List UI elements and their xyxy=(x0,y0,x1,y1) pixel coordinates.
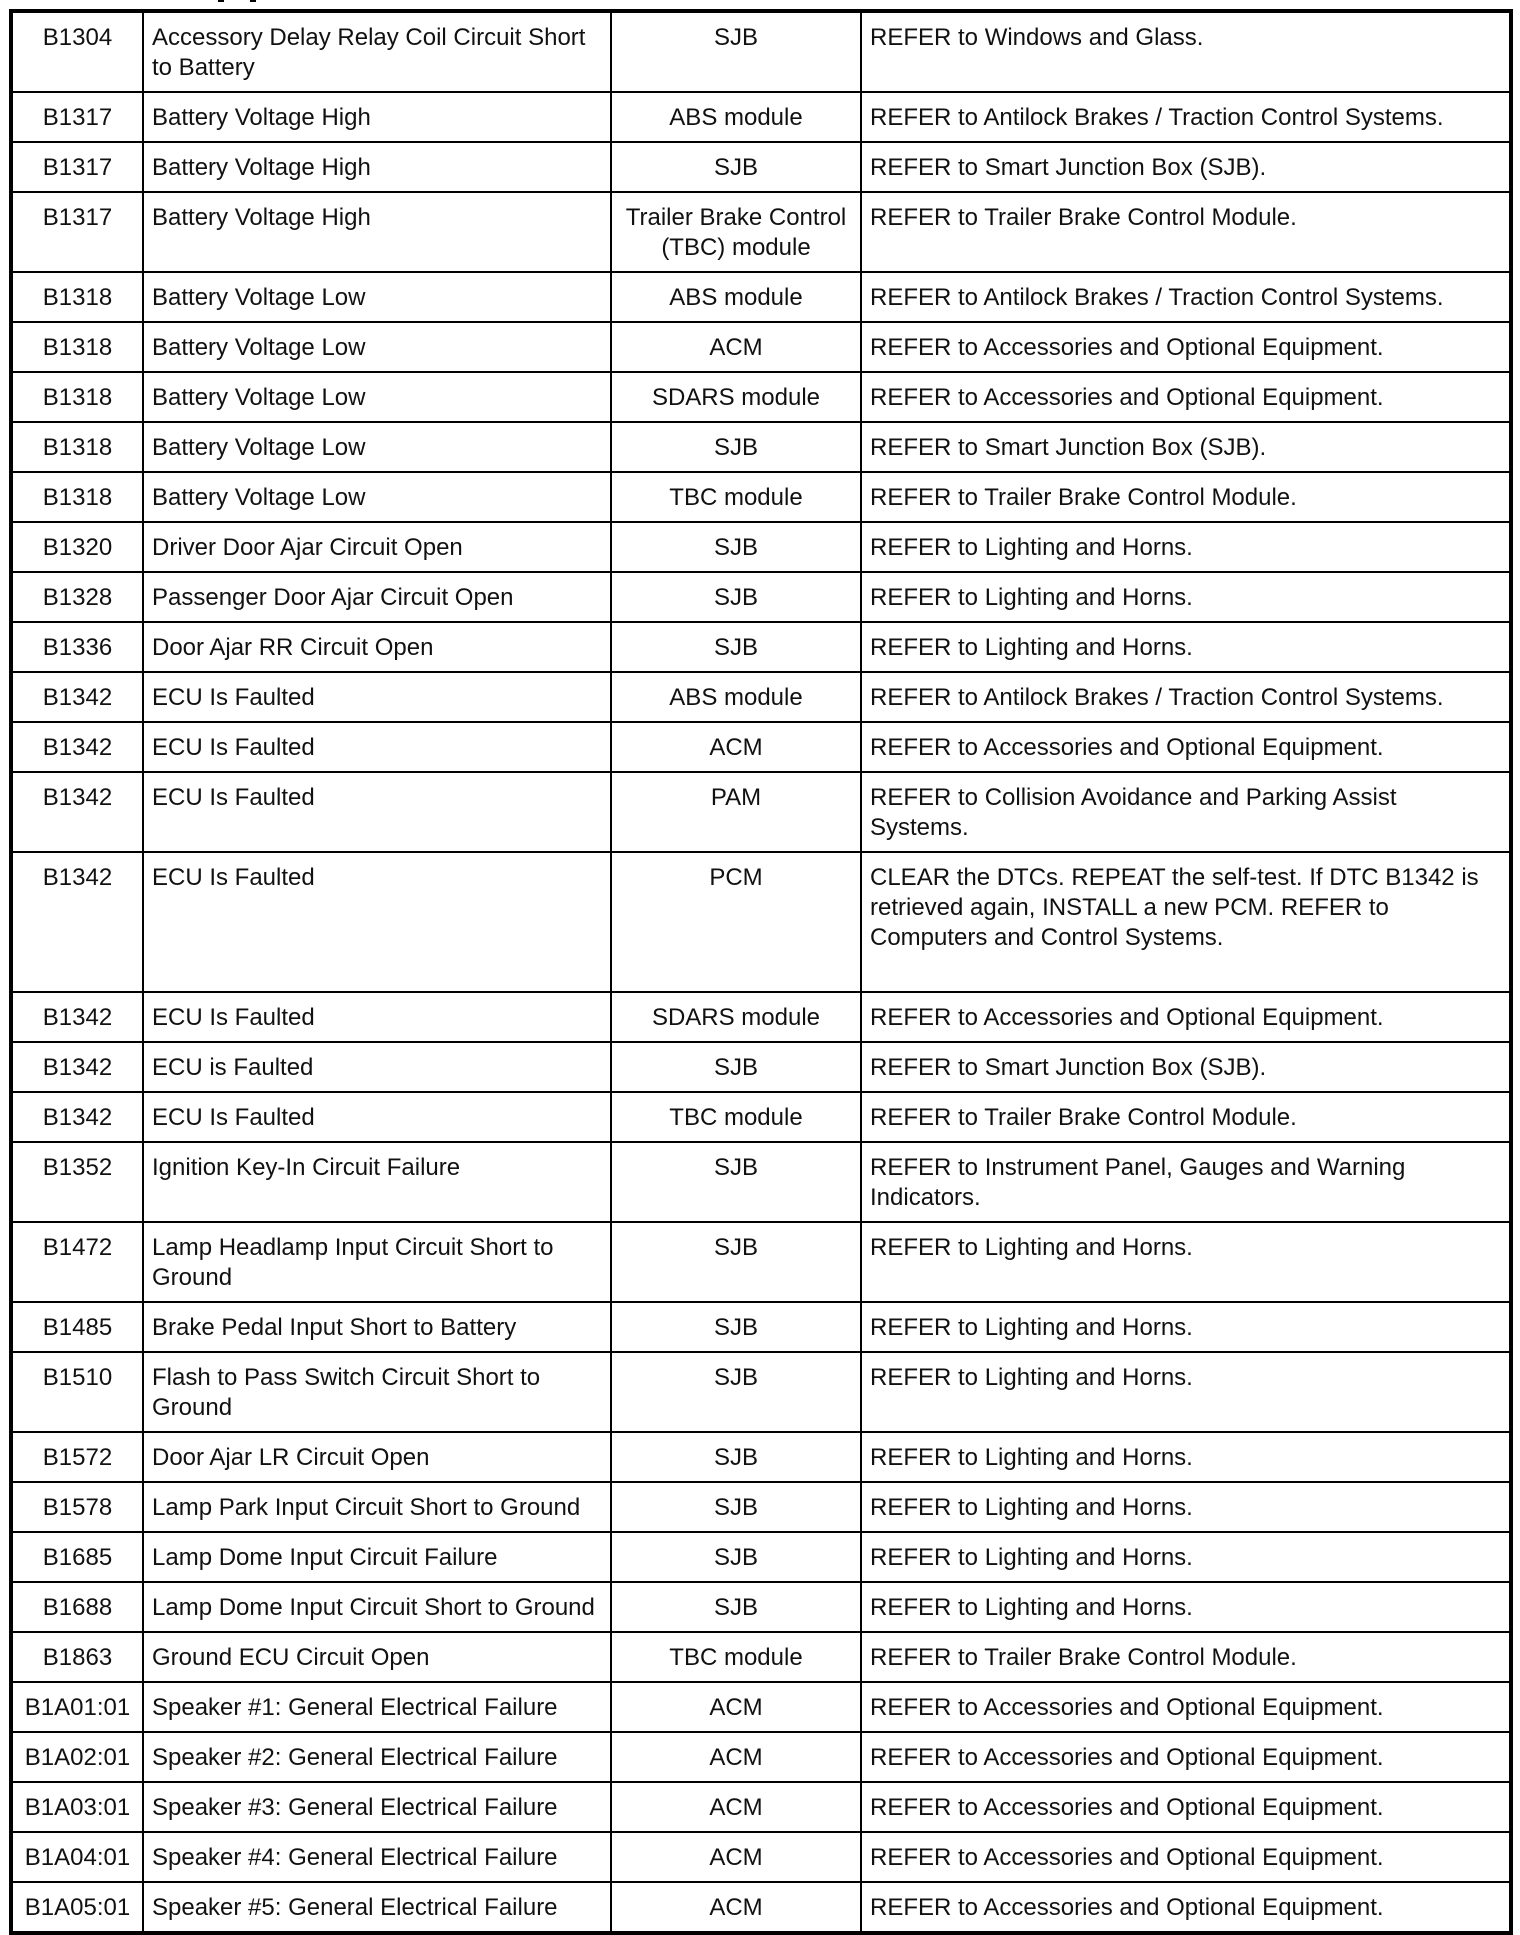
table-row xyxy=(11,1732,1511,1782)
dtc-code: B1352 xyxy=(11,1142,143,1222)
table-row xyxy=(11,1682,1511,1732)
table-row xyxy=(11,722,1511,772)
table-row xyxy=(11,1632,1511,1682)
dtc-action: REFER to Smart Junction Box (SJB). xyxy=(861,1042,1511,1092)
dtc-code: B1A04:01 xyxy=(11,1832,143,1882)
dtc-module: SJB xyxy=(611,622,861,672)
dtc-code: B1472 xyxy=(11,1222,143,1302)
dtc-code: B1318 xyxy=(11,322,143,372)
dtc-module: SJB xyxy=(611,572,861,622)
dtc-table-body xyxy=(11,11,1511,1933)
dtc-code: B1342 xyxy=(11,722,143,772)
dtc-code: B1342 xyxy=(11,1092,143,1142)
dtc-module: ABS module xyxy=(611,92,861,142)
dtc-module: ACM xyxy=(611,1832,861,1882)
dtc-description: ECU Is Faulted xyxy=(143,672,611,722)
table-row xyxy=(11,472,1511,522)
dtc-description: Battery Voltage Low xyxy=(143,472,611,522)
dtc-module: ACM xyxy=(611,1682,861,1732)
table-row xyxy=(11,852,1511,992)
dtc-action: REFER to Antilock Brakes / Traction Control Systems. xyxy=(861,92,1511,142)
dtc-module: ACM xyxy=(611,722,861,772)
table-row xyxy=(11,1882,1511,1933)
dtc-action: REFER to Accessories and Optional Equipment. xyxy=(861,1832,1511,1882)
table-row xyxy=(11,1582,1511,1632)
dtc-module: SJB xyxy=(611,1532,861,1582)
dtc-code: B1317 xyxy=(11,92,143,142)
dtc-module: SJB xyxy=(611,1302,861,1352)
table-row xyxy=(11,622,1511,672)
table-row xyxy=(11,572,1511,622)
dtc-description: Passenger Door Ajar Circuit Open xyxy=(143,572,611,622)
table-row xyxy=(11,1142,1511,1222)
dtc-action: REFER to Trailer Brake Control Module. xyxy=(861,192,1511,272)
dtc-action: REFER to Lighting and Horns. xyxy=(861,622,1511,672)
dtc-module: ABS module xyxy=(611,272,861,322)
dtc-code: B1688 xyxy=(11,1582,143,1632)
dtc-module: PCM xyxy=(611,852,861,992)
dtc-description: Speaker #5: General Electrical Failure xyxy=(143,1882,611,1933)
dtc-description: Flash to Pass Switch Circuit Short to Ground xyxy=(143,1352,611,1432)
dtc-description: Speaker #2: General Electrical Failure xyxy=(143,1732,611,1782)
dtc-action: REFER to Lighting and Horns. xyxy=(861,522,1511,572)
dtc-description: Speaker #4: General Electrical Failure xyxy=(143,1832,611,1882)
dtc-module: SJB xyxy=(611,1432,861,1482)
table-row xyxy=(11,92,1511,142)
dtc-action: REFER to Accessories and Optional Equipment. xyxy=(861,992,1511,1042)
table-row xyxy=(11,1482,1511,1532)
dtc-code: B1318 xyxy=(11,472,143,522)
dtc-module: ACM xyxy=(611,1732,861,1782)
dtc-code: B1A01:01 xyxy=(11,1682,143,1732)
dtc-code: B1A02:01 xyxy=(11,1732,143,1782)
table-row xyxy=(11,142,1511,192)
dtc-table xyxy=(9,9,1513,1935)
dtc-description: Door Ajar RR Circuit Open xyxy=(143,622,611,672)
dtc-action: REFER to Lighting and Horns. xyxy=(861,1432,1511,1482)
dtc-module: SJB xyxy=(611,1042,861,1092)
dtc-action: REFER to Accessories and Optional Equipment. xyxy=(861,1882,1511,1933)
table-row xyxy=(11,1782,1511,1832)
dtc-module: TBC module xyxy=(611,1632,861,1682)
dtc-description: ECU is Faulted xyxy=(143,1042,611,1092)
dtc-code: B1318 xyxy=(11,272,143,322)
dtc-description: ECU Is Faulted xyxy=(143,852,611,992)
dtc-description: Battery Voltage Low xyxy=(143,322,611,372)
dtc-description: Battery Voltage Low xyxy=(143,372,611,422)
dtc-description: ECU Is Faulted xyxy=(143,992,611,1042)
dtc-description: Speaker #1: General Electrical Failure xyxy=(143,1682,611,1732)
dtc-description: Accessory Delay Relay Coil Circuit Short to Battery xyxy=(143,11,611,92)
table-row xyxy=(11,11,1511,92)
dtc-action: REFER to Lighting and Horns. xyxy=(861,1302,1511,1352)
dtc-module: SJB xyxy=(611,1582,861,1632)
dtc-code: B1336 xyxy=(11,622,143,672)
dtc-module: ACM xyxy=(611,1882,861,1933)
dtc-module: ACM xyxy=(611,1782,861,1832)
dtc-code: B1320 xyxy=(11,522,143,572)
dtc-action: REFER to Trailer Brake Control Module. xyxy=(861,1632,1511,1682)
dtc-code: B1A05:01 xyxy=(11,1882,143,1933)
dtc-code: B1317 xyxy=(11,142,143,192)
dtc-action: REFER to Lighting and Horns. xyxy=(861,572,1511,622)
dtc-action: CLEAR the DTCs. REPEAT the self-test. If DTC B1342 is retrieved again, INSTALL a new PCM. REFER to Computers and Control Systems. xyxy=(861,852,1511,992)
dtc-action: REFER to Windows and Glass. xyxy=(861,11,1511,92)
dtc-description: Door Ajar LR Circuit Open xyxy=(143,1432,611,1482)
dtc-description: Ground ECU Circuit Open xyxy=(143,1632,611,1682)
dtc-action: REFER to Lighting and Horns. xyxy=(861,1352,1511,1432)
dtc-description: Battery Voltage High xyxy=(143,142,611,192)
table-row xyxy=(11,992,1511,1042)
dtc-description: Battery Voltage High xyxy=(143,92,611,142)
table-row xyxy=(11,1302,1511,1352)
dtc-action: REFER to Lighting and Horns. xyxy=(861,1582,1511,1632)
dtc-description: Brake Pedal Input Short to Battery xyxy=(143,1302,611,1352)
dtc-module: SDARS module xyxy=(611,992,861,1042)
table-row xyxy=(11,1222,1511,1302)
table-row xyxy=(11,772,1511,852)
table-row xyxy=(11,1432,1511,1482)
dtc-description: Driver Door Ajar Circuit Open xyxy=(143,522,611,572)
dtc-module: SJB xyxy=(611,1482,861,1532)
dtc-action: REFER to Accessories and Optional Equipment. xyxy=(861,722,1511,772)
dtc-code: B1342 xyxy=(11,992,143,1042)
dtc-code: B1685 xyxy=(11,1532,143,1582)
dtc-code: B1863 xyxy=(11,1632,143,1682)
table-row xyxy=(11,322,1511,372)
dtc-module: ABS module xyxy=(611,672,861,722)
dtc-description: Battery Voltage Low xyxy=(143,422,611,472)
dtc-action: REFER to Instrument Panel, Gauges and Warning Indicators. xyxy=(861,1142,1511,1222)
dtc-description: ECU Is Faulted xyxy=(143,1092,611,1142)
table-row xyxy=(11,192,1511,272)
dtc-description: Lamp Park Input Circuit Short to Ground xyxy=(143,1482,611,1532)
dtc-module: Trailer Brake Control (TBC) module xyxy=(611,192,861,272)
dtc-code: B1A03:01 xyxy=(11,1782,143,1832)
dtc-description: Lamp Dome Input Circuit Short to Ground xyxy=(143,1582,611,1632)
dtc-code: B1342 xyxy=(11,1042,143,1092)
dtc-module: SJB xyxy=(611,522,861,572)
dtc-code: B1317 xyxy=(11,192,143,272)
dtc-module: SJB xyxy=(611,142,861,192)
dtc-code: B1485 xyxy=(11,1302,143,1352)
dtc-description: Lamp Headlamp Input Circuit Short to Ground xyxy=(143,1222,611,1302)
dtc-description: Ignition Key-In Circuit Failure xyxy=(143,1142,611,1222)
dtc-action: REFER to Lighting and Horns. xyxy=(861,1222,1511,1302)
dtc-description: Battery Voltage Low xyxy=(143,272,611,322)
dtc-module: ACM xyxy=(611,322,861,372)
table-row xyxy=(11,1092,1511,1142)
dtc-module: SDARS module xyxy=(611,372,861,422)
dtc-action: REFER to Accessories and Optional Equipment. xyxy=(861,1682,1511,1732)
dtc-module: TBC module xyxy=(611,1092,861,1142)
dtc-action: REFER to Antilock Brakes / Traction Control Systems. xyxy=(861,272,1511,322)
dtc-code: B1572 xyxy=(11,1432,143,1482)
dtc-description: Speaker #3: General Electrical Failure xyxy=(143,1782,611,1832)
dtc-action: REFER to Accessories and Optional Equipment. xyxy=(861,372,1511,422)
dtc-code: B1328 xyxy=(11,572,143,622)
dtc-module: SJB xyxy=(611,1352,861,1432)
dtc-module: SJB xyxy=(611,422,861,472)
dtc-action: REFER to Lighting and Horns. xyxy=(861,1532,1511,1582)
dtc-action: REFER to Accessories and Optional Equipment. xyxy=(861,322,1511,372)
dtc-action: REFER to Accessories and Optional Equipment. xyxy=(861,1732,1511,1782)
dtc-code: B1318 xyxy=(11,422,143,472)
dtc-module: SJB xyxy=(611,1222,861,1302)
dtc-action: REFER to Collision Avoidance and Parking Assist Systems. xyxy=(861,772,1511,852)
dtc-description: Battery Voltage High xyxy=(143,192,611,272)
dtc-module: SJB xyxy=(611,1142,861,1222)
dtc-code: B1342 xyxy=(11,672,143,722)
dtc-code: B1342 xyxy=(11,852,143,992)
table-row xyxy=(11,672,1511,722)
dtc-code: B1578 xyxy=(11,1482,143,1532)
dtc-module: SJB xyxy=(611,11,861,92)
table-row xyxy=(11,1832,1511,1882)
dtc-code: B1304 xyxy=(11,11,143,92)
dtc-module: PAM xyxy=(611,772,861,852)
dtc-module: TBC module xyxy=(611,472,861,522)
dtc-action: REFER to Trailer Brake Control Module. xyxy=(861,472,1511,522)
cropped-header-marks xyxy=(210,0,270,2)
table-row xyxy=(11,1532,1511,1582)
dtc-description: ECU Is Faulted xyxy=(143,722,611,772)
table-row xyxy=(11,1352,1511,1432)
dtc-action: REFER to Trailer Brake Control Module. xyxy=(861,1092,1511,1142)
dtc-action: REFER to Smart Junction Box (SJB). xyxy=(861,142,1511,192)
table-row xyxy=(11,422,1511,472)
dtc-code: B1510 xyxy=(11,1352,143,1432)
table-row xyxy=(11,1042,1511,1092)
dtc-action: REFER to Smart Junction Box (SJB). xyxy=(861,422,1511,472)
table-row xyxy=(11,522,1511,572)
dtc-description: Lamp Dome Input Circuit Failure xyxy=(143,1532,611,1582)
dtc-action: REFER to Lighting and Horns. xyxy=(861,1482,1511,1532)
table-row xyxy=(11,272,1511,322)
dtc-description: ECU Is Faulted xyxy=(143,772,611,852)
dtc-action: REFER to Accessories and Optional Equipment. xyxy=(861,1782,1511,1832)
dtc-action: REFER to Antilock Brakes / Traction Control Systems. xyxy=(861,672,1511,722)
dtc-code: B1318 xyxy=(11,372,143,422)
table-row xyxy=(11,372,1511,422)
dtc-code: B1342 xyxy=(11,772,143,852)
